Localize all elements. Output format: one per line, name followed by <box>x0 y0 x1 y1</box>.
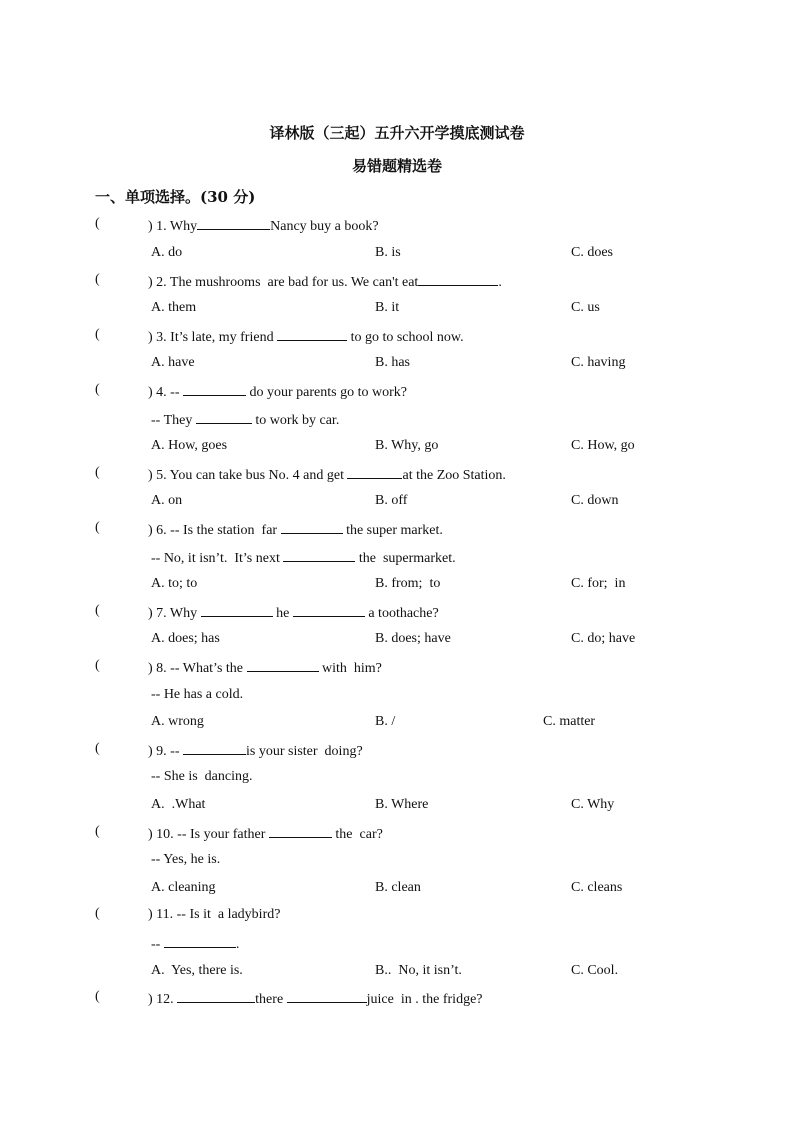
question-4-reply: -- They to work by car. <box>151 410 339 430</box>
answer-blank <box>164 934 236 948</box>
option-b: B. Why, go <box>375 438 439 453</box>
option-b: B. does; have <box>375 631 451 646</box>
option-c: C. matter <box>543 714 596 729</box>
option-c: C. Why <box>571 797 615 812</box>
answer-blank <box>293 603 365 617</box>
answer-blank <box>183 382 246 396</box>
question-9-reply: -- She is dancing. <box>151 769 253 784</box>
question-11: ) 11. -- Is it a ladybird? <box>148 907 281 922</box>
option-c: C. do; have <box>571 631 636 646</box>
option-b: B. off <box>375 493 408 508</box>
answer-paren: ( <box>95 658 100 673</box>
option-a: A. have <box>151 355 195 370</box>
option-a: A. wrong <box>151 714 204 729</box>
option-c: C. cleans <box>571 880 623 895</box>
option-a: A. to; to <box>151 576 198 591</box>
option-b: B. clean <box>375 880 421 895</box>
answer-blank <box>418 272 498 286</box>
answer-blank <box>201 603 273 617</box>
question-3: ) 3. It’s late, my friend to go to school now. <box>148 327 464 347</box>
answer-paren: ( <box>95 906 100 921</box>
answer-blank <box>281 520 343 534</box>
answer-blank <box>347 465 402 479</box>
option-c: C. us <box>571 300 600 315</box>
answer-blank <box>197 216 270 230</box>
question-5: ) 5. You can take bus No. 4 and get at the Zoo Station. <box>148 465 506 485</box>
option-a: A. Yes, there is. <box>151 963 243 978</box>
option-b: B. is <box>375 245 401 260</box>
option-a: A. How, goes <box>151 438 228 453</box>
answer-blank <box>283 548 355 562</box>
question-2: ) 2. The mushrooms are bad for us. We can't eat . <box>148 272 502 292</box>
question-12: ) 12. there juice in . the fridge? <box>148 989 483 1009</box>
question-6-reply: -- No, it isn’t. It’s next the supermarket. <box>151 548 456 568</box>
question-7: ) 7. Why he a toothache? <box>148 603 439 623</box>
question-10: ) 10. -- Is your father the car? <box>148 824 383 844</box>
section-heading: 一、单项选择。(30 分) <box>95 188 256 206</box>
answer-blank <box>247 658 319 672</box>
answer-paren: ( <box>95 216 100 231</box>
option-c: C. for; in <box>571 576 626 591</box>
answer-paren: ( <box>95 272 100 287</box>
option-a: A. do <box>151 245 183 260</box>
option-a: A. .What <box>151 797 206 812</box>
answer-paren: ( <box>95 741 100 756</box>
option-b: B. from; to <box>375 576 441 591</box>
option-b: B. has <box>375 355 410 370</box>
option-c: C. having <box>571 355 626 370</box>
answer-paren: ( <box>95 603 100 618</box>
answer-blank <box>177 989 255 1003</box>
question-4: ) 4. -- do your parents go to work? <box>148 382 407 402</box>
question-9: ) 9. -- is your sister doing? <box>148 741 363 761</box>
page-title: 译林版（三起）五升六开学摸底测试卷 <box>269 124 525 142</box>
question-8-reply: -- He has a cold. <box>151 687 244 702</box>
answer-blank <box>269 824 332 838</box>
answer-blank <box>196 410 252 424</box>
answer-paren: ( <box>95 327 100 342</box>
option-a: A. cleaning <box>151 880 216 895</box>
option-a: A. them <box>151 300 197 315</box>
answer-blank <box>287 989 367 1003</box>
answer-paren: ( <box>95 465 100 480</box>
option-b: B. Where <box>375 797 429 812</box>
option-b: B.. No, it isn’t. <box>375 963 462 978</box>
answer-paren: ( <box>95 382 100 397</box>
answer-paren: ( <box>95 520 100 535</box>
question-11-reply: -- . <box>151 934 239 954</box>
option-a: A. does; has <box>151 631 220 646</box>
option-c: C. does <box>571 245 613 260</box>
option-c: C. down <box>571 493 619 508</box>
answer-blank <box>277 327 347 341</box>
question-8: ) 8. -- What’s the with him? <box>148 658 382 678</box>
option-c: C. How, go <box>571 438 635 453</box>
answer-paren: ( <box>95 824 100 839</box>
question-1: ) 1. Why Nancy buy a book? <box>148 216 379 236</box>
question-6: ) 6. -- Is the station far the super market. <box>148 520 443 540</box>
page-subtitle: 易错题精选卷 <box>351 157 442 175</box>
answer-blank <box>183 741 246 755</box>
answer-paren: ( <box>95 989 100 1004</box>
option-b: B. / <box>375 714 396 729</box>
option-a: A. on <box>151 493 183 508</box>
option-c: C. Cool. <box>571 963 619 978</box>
question-10-reply: -- Yes, he is. <box>151 852 221 867</box>
option-b: B. it <box>375 300 400 315</box>
